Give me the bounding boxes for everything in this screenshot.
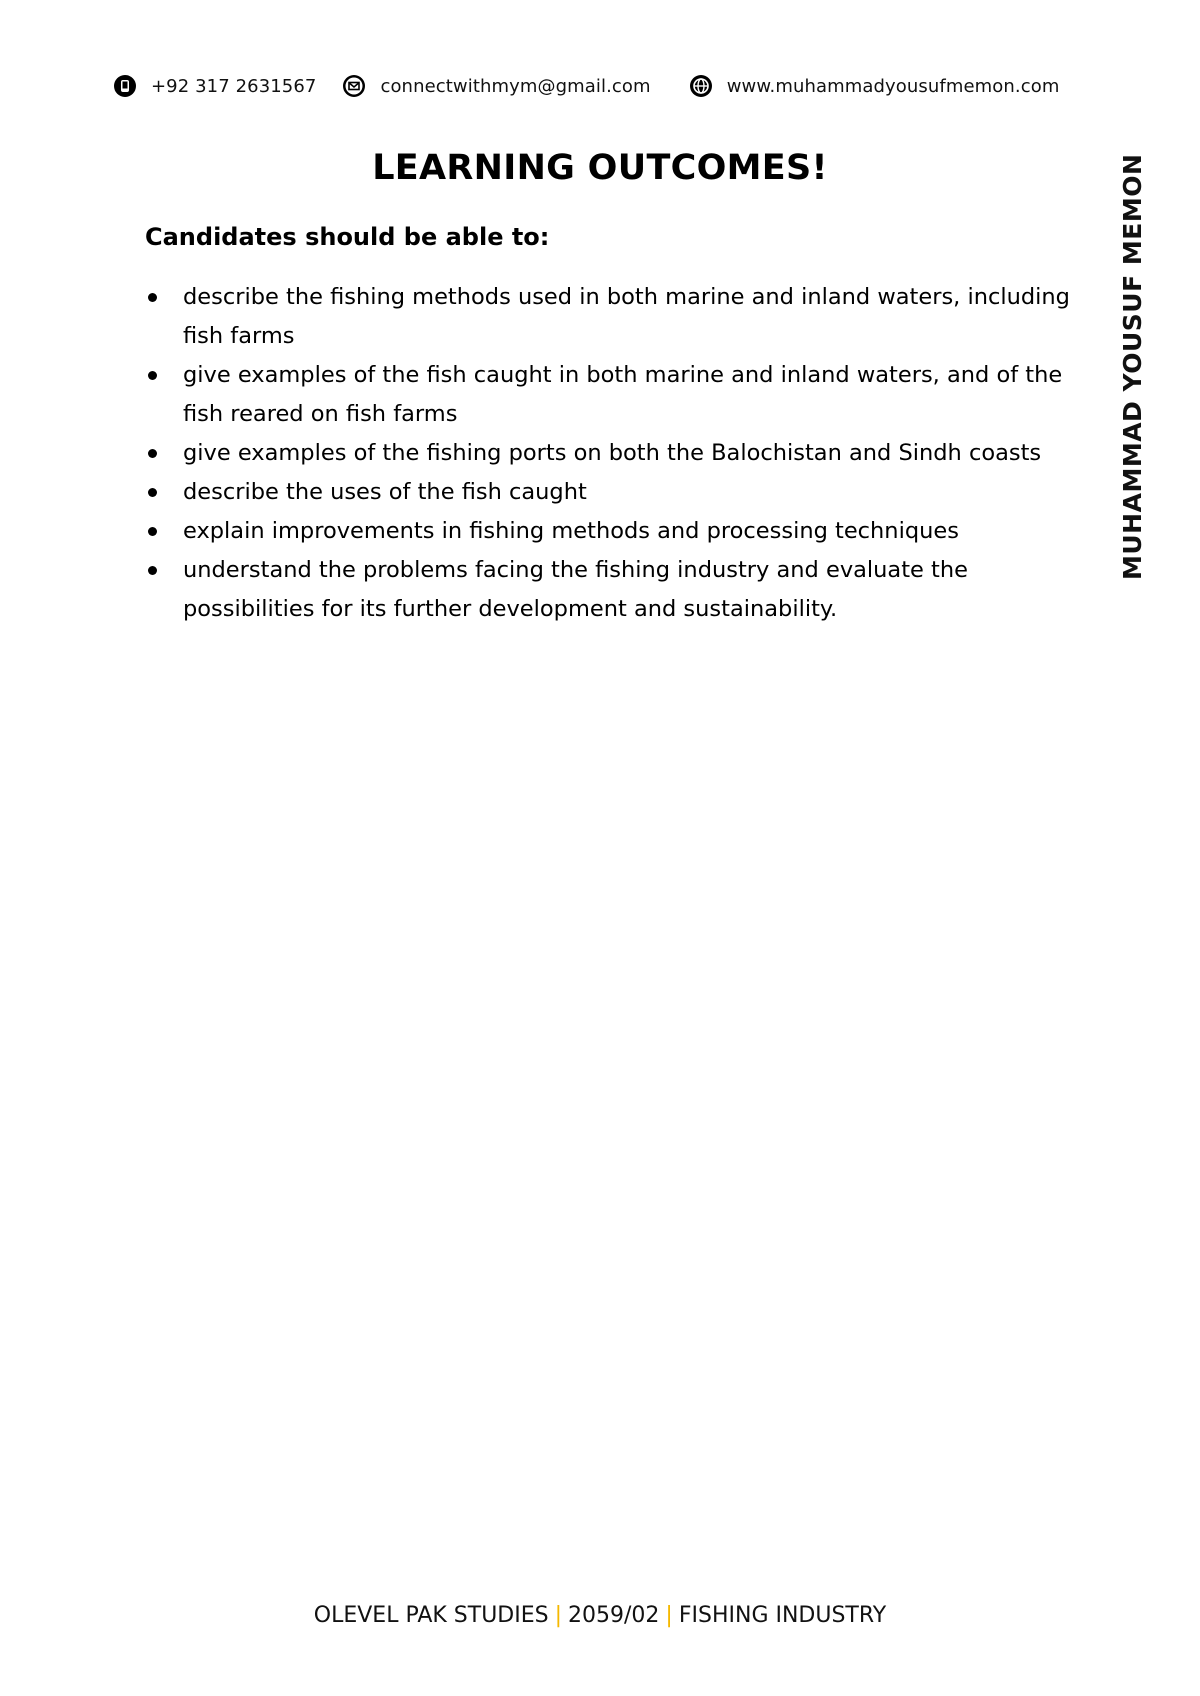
outcome-text: describe the uses of the fish caught <box>183 479 587 505</box>
footer-separator: | <box>665 1603 673 1628</box>
contact-phone <box>113 74 316 98</box>
footer-separator: | <box>554 1603 563 1628</box>
footer-topic: FISHING INDUSTRY <box>678 1603 887 1628</box>
page-footer <box>0 1603 1200 1628</box>
contact-bar <box>113 72 1059 100</box>
bullet-icon <box>148 527 157 536</box>
footer-paper-code: 2059/02 <box>568 1603 660 1628</box>
list-item <box>145 551 1075 629</box>
email-address[interactable]: connectwithmym@gmail.com <box>380 75 651 97</box>
bullet-icon <box>148 293 157 302</box>
bullet-icon <box>148 566 157 575</box>
outcome-text: give examples of the fish caught in both marine and inland waters, and of the fish reared on fish farms <box>183 362 1063 427</box>
side-author-name: MUHAMMAD YOUSUF MEMON <box>1118 153 1147 580</box>
list-item <box>145 473 1075 512</box>
bullet-icon <box>148 449 157 458</box>
phone-icon <box>113 74 137 98</box>
email-icon <box>342 74 366 98</box>
outcomes-list <box>145 278 1075 629</box>
bullet-icon <box>148 488 157 497</box>
list-item <box>145 356 1075 434</box>
outcome-text: give examples of the fishing ports on both the Balochistan and Sindh coasts <box>183 440 1042 466</box>
website-url[interactable]: www.muhammadyousufmemon.com <box>726 75 1060 97</box>
bullet-icon <box>148 371 157 380</box>
list-item <box>145 512 1075 551</box>
outcome-text: understand the problems facing the fishing industry and evaluate the possibilities for its further development and sustainability. <box>183 557 968 622</box>
footer-subject: OLEVEL PAK STUDIES <box>313 1603 549 1628</box>
contact-website <box>689 74 1060 98</box>
contact-email <box>342 74 650 98</box>
outcome-text: explain improvements in fishing methods and processing techniques <box>183 518 959 544</box>
intro-text: Candidates should be able to: <box>145 223 550 251</box>
page-title: LEARNING OUTCOMES! <box>372 148 828 188</box>
globe-icon <box>689 74 713 98</box>
outcome-text: describe the fishing methods used in both marine and inland waters, including fish farms <box>183 284 1070 349</box>
phone-number[interactable]: +92 317 2631567 <box>151 75 317 97</box>
list-item <box>145 278 1075 356</box>
list-item <box>145 434 1075 473</box>
